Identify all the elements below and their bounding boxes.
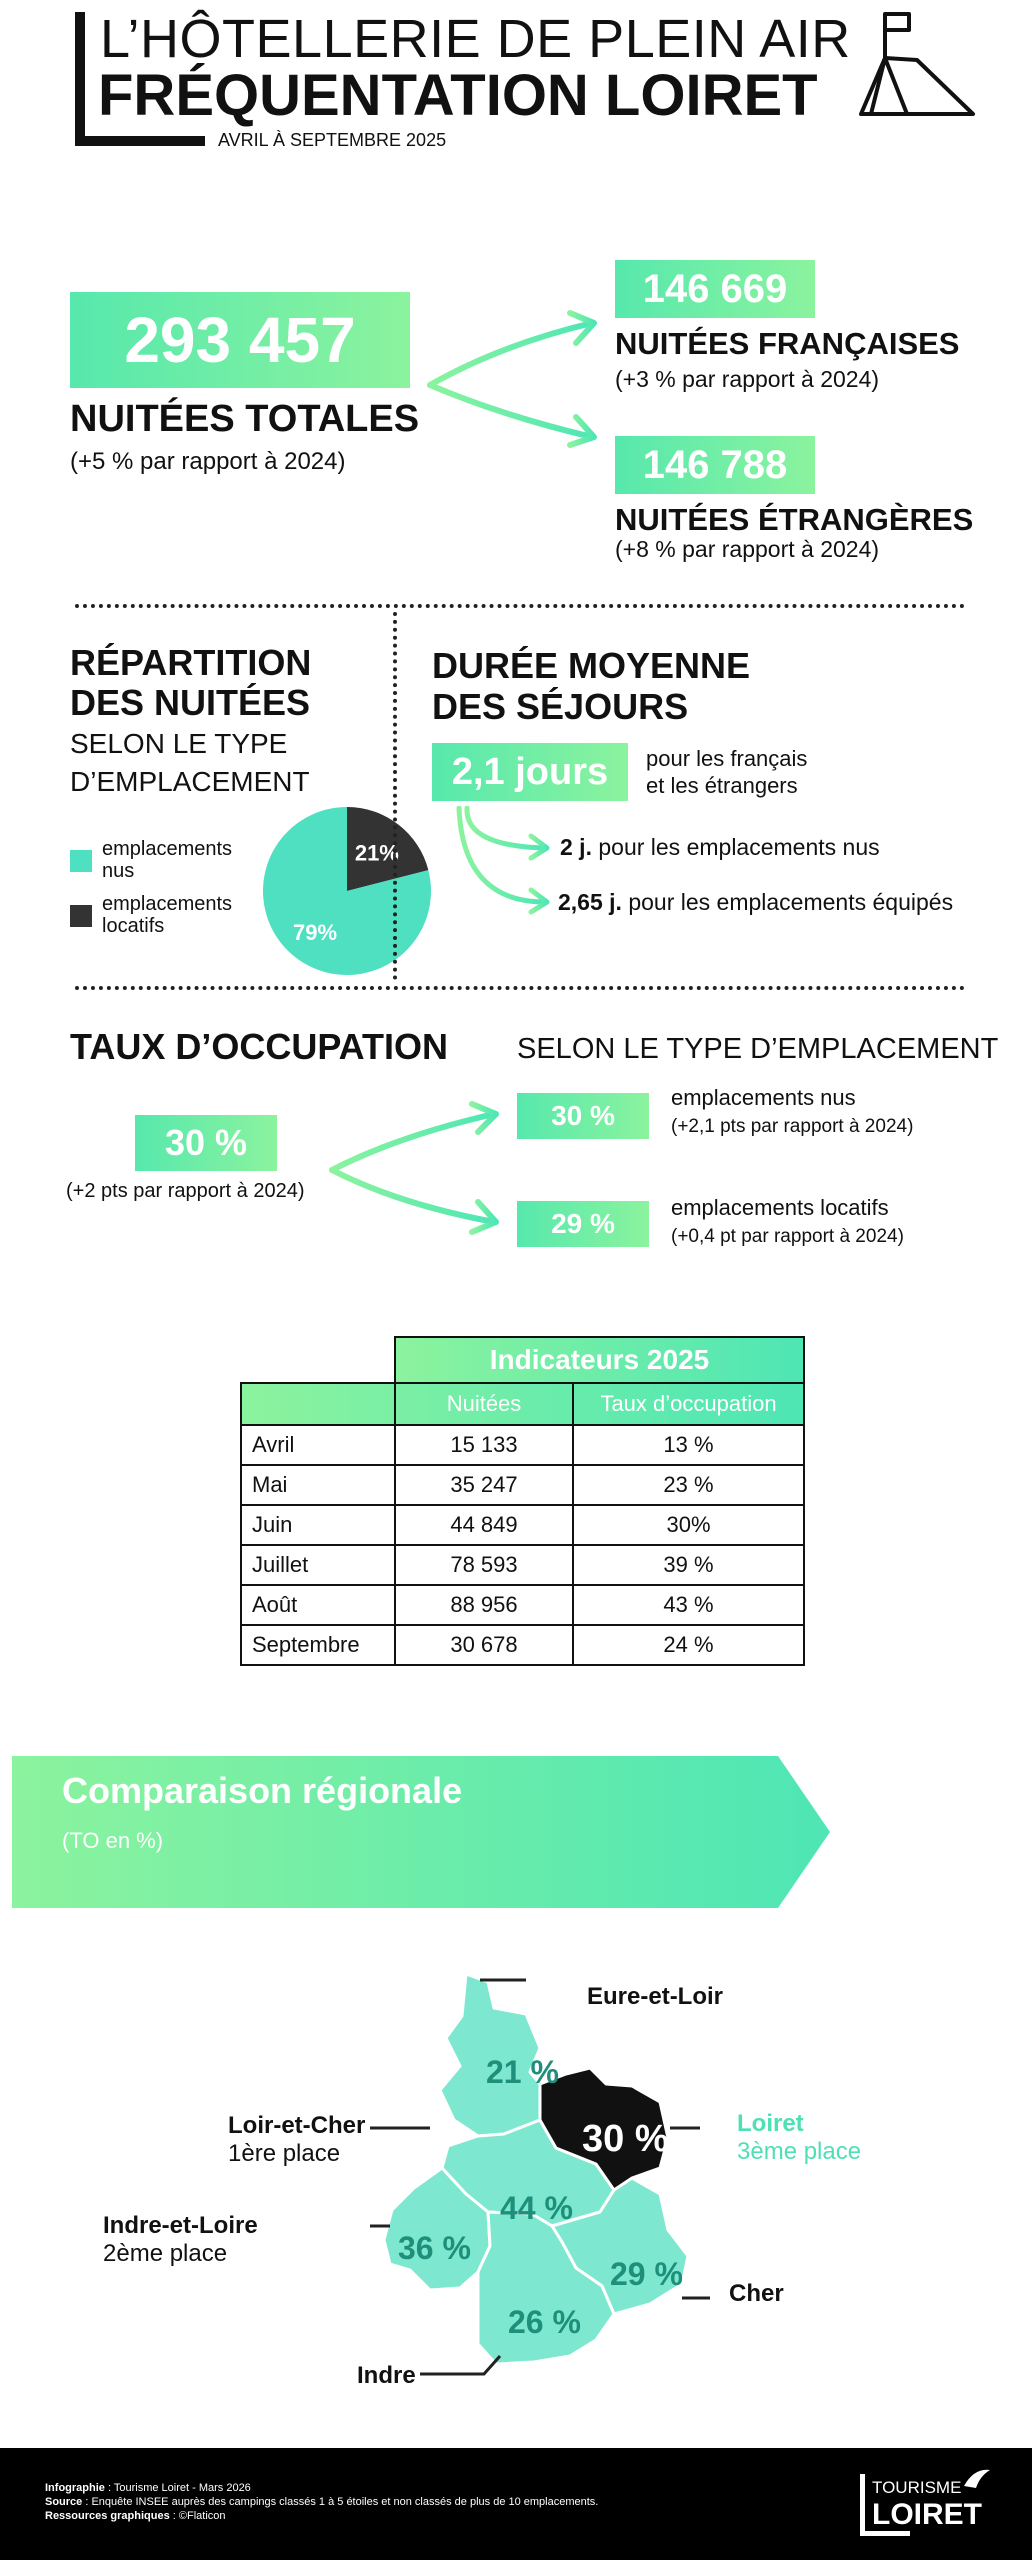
pie-label-nus: 79% [293, 920, 338, 946]
logo-bottom: LOIRET [872, 2498, 982, 2531]
duree-value-box [432, 743, 628, 801]
divider-1 [75, 604, 965, 608]
table-cell-nuitees: 30 678 [395, 1625, 573, 1665]
footer-line1-text: : Tourisme Loiret - Mars 2026 [104, 2482, 251, 2494]
table-cell-taux: 24 % [573, 1625, 804, 1665]
table-cell-nuitees: 78 593 [395, 1545, 573, 1585]
indre-leader-line [420, 2338, 520, 2378]
table-cell-taux: 23 % [573, 1465, 804, 1505]
duree-equip [558, 889, 953, 916]
legend-loc-label-1: emplacements [102, 893, 233, 915]
occ-loc-box [517, 1201, 649, 1247]
table-row [241, 1545, 804, 1585]
etr-value-box [615, 436, 815, 494]
duree-desc-2: et les étrangers [646, 773, 798, 798]
table-title: Indicateurs 2025 [395, 1337, 804, 1383]
fr-value-box [615, 260, 815, 318]
header-bracket [75, 12, 85, 146]
table-cell-taux: 13 % [573, 1425, 804, 1465]
indre-loire-rank: 2ème place [103, 2240, 228, 2267]
occ-total-box [135, 1115, 277, 1171]
footer-line3 [45, 2510, 226, 2522]
logo-bracket [860, 2474, 865, 2536]
table-corner [241, 1337, 395, 1383]
occ-total-value: 30 % [164, 1122, 248, 1163]
eure-label: Eure-et-Loir [587, 1983, 724, 2010]
repartition-sub-2: D’EMPLACEMENT [70, 766, 310, 797]
logo-top: TOURISME [872, 2478, 962, 2497]
legend-loc-label-2: locatifs [102, 915, 165, 937]
occupation-subtitle: SELON LE TYPE D’EMPLACEMENT [517, 1033, 999, 1065]
header-bracket-bottom [75, 136, 205, 146]
table-cell-nuitees: 88 956 [395, 1585, 573, 1625]
duree-title-1: DURÉE MOYENNE [432, 645, 751, 686]
duree-nus-value: 2 j. [560, 834, 592, 860]
etr-label: NUITÉES ÉTRANGÈRES [615, 502, 974, 537]
header-title-line2: FRÉQUENTATION LOIRET [98, 63, 818, 128]
footer-line3-text: : ©Flaticon [169, 2510, 226, 2522]
footer-line2 [45, 2496, 598, 2508]
cher-label: Cher [729, 2280, 784, 2307]
table-cell-taux: 43 % [573, 1585, 804, 1625]
loiret-rank: 3ème place [737, 2138, 862, 2165]
table-cell-taux: 39 % [573, 1545, 804, 1585]
header-subtitle: AVRIL À SEPTEMBRE 2025 [218, 130, 447, 150]
occupation-title: TAUX D’OCCUPATION [70, 1026, 448, 1067]
footer-line1-bold: Infographie [45, 2482, 105, 2494]
table-row [241, 1585, 804, 1625]
loir-pct: 44 % [500, 2190, 573, 2226]
loiret-label: Loiret [737, 2110, 804, 2137]
duree-nus [560, 834, 880, 861]
table-row [241, 1625, 804, 1665]
occ-loc-change: (+0,4 pt par rapport à 2024) [671, 1226, 904, 1247]
header-title-line1: L’HÔTELLERIE DE PLEIN AIR [100, 9, 851, 69]
eure-pct: 21 % [486, 2054, 559, 2090]
column-divider [393, 612, 397, 980]
duree-nus-desc: pour les emplacements nus [598, 834, 880, 860]
legend-nus-label-2: nus [102, 860, 135, 882]
total-value-box [70, 292, 410, 388]
fr-change: (+3 % par rapport à 2024) [615, 366, 880, 392]
table-header-nuitees: Nuitées [395, 1383, 573, 1425]
table-cell-month: Juillet [241, 1545, 395, 1585]
legend-nus-label-1: emplacements [102, 838, 233, 860]
occ-nus-value: 30 % [551, 1100, 615, 1131]
indre-loire-label: Indre-et-Loire [103, 2212, 258, 2239]
total-label: NUITÉES TOTALES [70, 398, 420, 440]
loiret-pct: 30 % [582, 2118, 669, 2160]
etr-change: (+8 % par rapport à 2024) [615, 536, 880, 562]
table-cell-month: Août [241, 1585, 395, 1625]
table-cell-month: Mai [241, 1465, 395, 1505]
indicators-table [240, 1336, 805, 1666]
duree-desc-1: pour les français [646, 746, 808, 771]
table-cell-month: Avril [241, 1425, 395, 1465]
indre-loire-pct: 36 % [398, 2230, 471, 2266]
legend-nus-swatch [70, 850, 92, 872]
indre-label: Indre [357, 2362, 416, 2389]
table-header-blank [241, 1383, 395, 1425]
legend-loc-swatch [70, 905, 92, 927]
loir-label: Loir-et-Cher [228, 2112, 366, 2139]
fr-value: 146 669 [642, 266, 788, 311]
occ-nus-label: emplacements nus [671, 1085, 856, 1110]
table-cell-nuitees: 35 247 [395, 1465, 573, 1505]
total-change: (+5 % par rapport à 2024) [70, 448, 346, 475]
occ-arrows [328, 1100, 508, 1240]
leaf-icon [962, 2466, 992, 2490]
footer-line2-bold: Source [45, 2496, 83, 2508]
divider-2 [75, 986, 965, 990]
footer-line2-text: : Enquête INSEE auprès des campings classés 1 à 5 étoiles et non classés de plus de 10 emplacements. [82, 2496, 599, 2508]
pie-chart [262, 806, 432, 976]
indre-pct: 26 % [508, 2304, 581, 2340]
loir-rank: 1ère place [228, 2140, 341, 2167]
table-cell-nuitees: 44 849 [395, 1505, 573, 1545]
occ-total-change: (+2 pts par rapport à 2024) [66, 1180, 305, 1202]
tent-icon [855, 10, 980, 120]
table-cell-nuitees: 15 133 [395, 1425, 573, 1465]
duree-equip-desc: pour les emplacements équipés [628, 889, 954, 915]
split-arrows [420, 305, 610, 455]
footer-line1 [45, 2482, 251, 2494]
table-row [241, 1465, 804, 1505]
duree-value: 2,1 jours [451, 750, 609, 793]
occ-nus-change: (+2,1 pts par rapport à 2024) [671, 1116, 914, 1137]
table-header-taux: Taux d’occupation [573, 1383, 804, 1425]
footer-line3-bold: Ressources graphiques [45, 2510, 170, 2522]
etr-value: 146 788 [642, 442, 788, 487]
fr-label: NUITÉES FRANÇAISES [615, 326, 960, 361]
cher-pct: 29 % [610, 2256, 683, 2292]
duree-equip-value: 2,65 j. [558, 889, 622, 915]
duree-arrows [455, 806, 555, 916]
repartition-sub-1: SELON LE TYPE [70, 728, 288, 759]
repartition-title-1: RÉPARTITION [70, 642, 312, 683]
table-cell-month: Septembre [241, 1625, 395, 1665]
duree-title-2: DES SÉJOURS [432, 686, 689, 727]
table-row [241, 1505, 804, 1545]
table-cell-taux: 30% [573, 1505, 804, 1545]
pie-label-locatifs: 21% [354, 840, 399, 866]
regional-title: Comparaison régionale [62, 1770, 463, 1811]
occ-loc-label: emplacements locatifs [671, 1195, 889, 1220]
total-value: 293 457 [124, 304, 356, 376]
regional-subtitle: (TO en %) [62, 1828, 164, 1853]
occ-loc-value: 29 % [551, 1208, 615, 1239]
table-cell-month: Juin [241, 1505, 395, 1545]
occ-nus-box [517, 1093, 649, 1139]
repartition-title-2: DES NUITÉES [70, 682, 311, 723]
table-row [241, 1425, 804, 1465]
